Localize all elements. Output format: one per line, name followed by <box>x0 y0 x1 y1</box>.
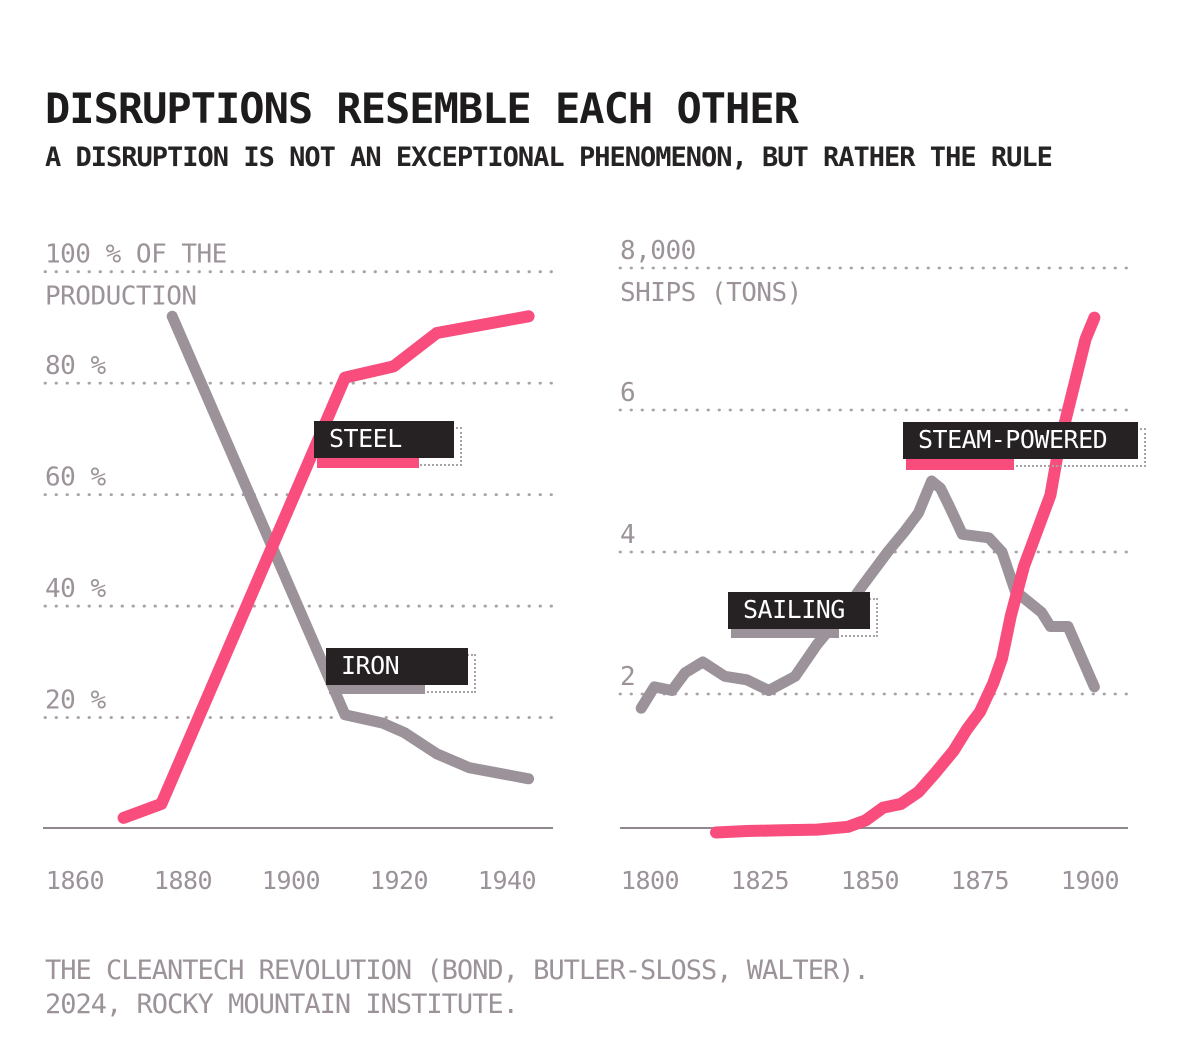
axis-unit-label: PRODUCTION <box>45 281 197 312</box>
series-line-iron <box>172 316 528 779</box>
series-line-steel <box>124 316 529 818</box>
series-label-iron <box>326 648 468 685</box>
series-label-text: SAILING <box>728 592 870 629</box>
series-label-steel <box>314 421 454 458</box>
tick-label: 1825 <box>730 866 790 895</box>
axis-unit-label: SHIPS (TONS) <box>620 278 802 308</box>
tick-label: 1850 <box>840 866 900 895</box>
tick-label: 1940 <box>477 866 537 895</box>
axis-value-label: 4 <box>620 520 636 550</box>
axis-value-label: 100 % OF THE <box>45 239 227 270</box>
axis-value-label: 8,000 <box>620 236 696 266</box>
tick-label: 1880 <box>153 866 213 895</box>
series-color-swatch <box>329 685 425 694</box>
tick-label: 1875 <box>950 866 1010 895</box>
axis-value-label: 80 % <box>45 351 106 382</box>
page-subtitle: A DISRUPTION IS NOT AN EXCEPTIONAL PHENOMENON, BUT RATHER THE RULE <box>45 142 1052 173</box>
source-citation <box>45 954 869 1022</box>
tick-label: 1900 <box>1060 866 1120 895</box>
axis-value-label: 60 % <box>45 462 106 493</box>
source-line-1: THE CLEANTECH REVOLUTION (BOND, BUTLER-SLOSS, WALTER). <box>45 955 869 986</box>
series-label-text: IRON <box>326 648 468 685</box>
series-color-swatch <box>731 629 839 638</box>
axis-value-label: 2 <box>620 662 636 692</box>
series-label-sailing <box>728 592 870 629</box>
series-label-steam-powered <box>903 422 1138 459</box>
tick-label: 1860 <box>45 866 105 895</box>
tick-label: 1920 <box>369 866 429 895</box>
series-line-steam-powered <box>716 318 1094 833</box>
series-label-text: STEAM-POWERED <box>903 422 1138 459</box>
series-label-text: STEEL <box>314 421 454 458</box>
page-title: DISRUPTIONS RESEMBLE EACH OTHER <box>45 84 798 133</box>
axis-value-label: 20 % <box>45 685 106 716</box>
axis-value-label: 6 <box>620 378 636 408</box>
tick-label: 1800 <box>620 866 680 895</box>
axis-value-label: 40 % <box>45 574 106 605</box>
series-color-swatch <box>906 459 1014 470</box>
tick-label: 1900 <box>261 866 321 895</box>
series-color-swatch <box>317 458 419 468</box>
source-line-2: 2024, ROCKY MOUNTAIN INSTITUTE. <box>45 989 518 1020</box>
